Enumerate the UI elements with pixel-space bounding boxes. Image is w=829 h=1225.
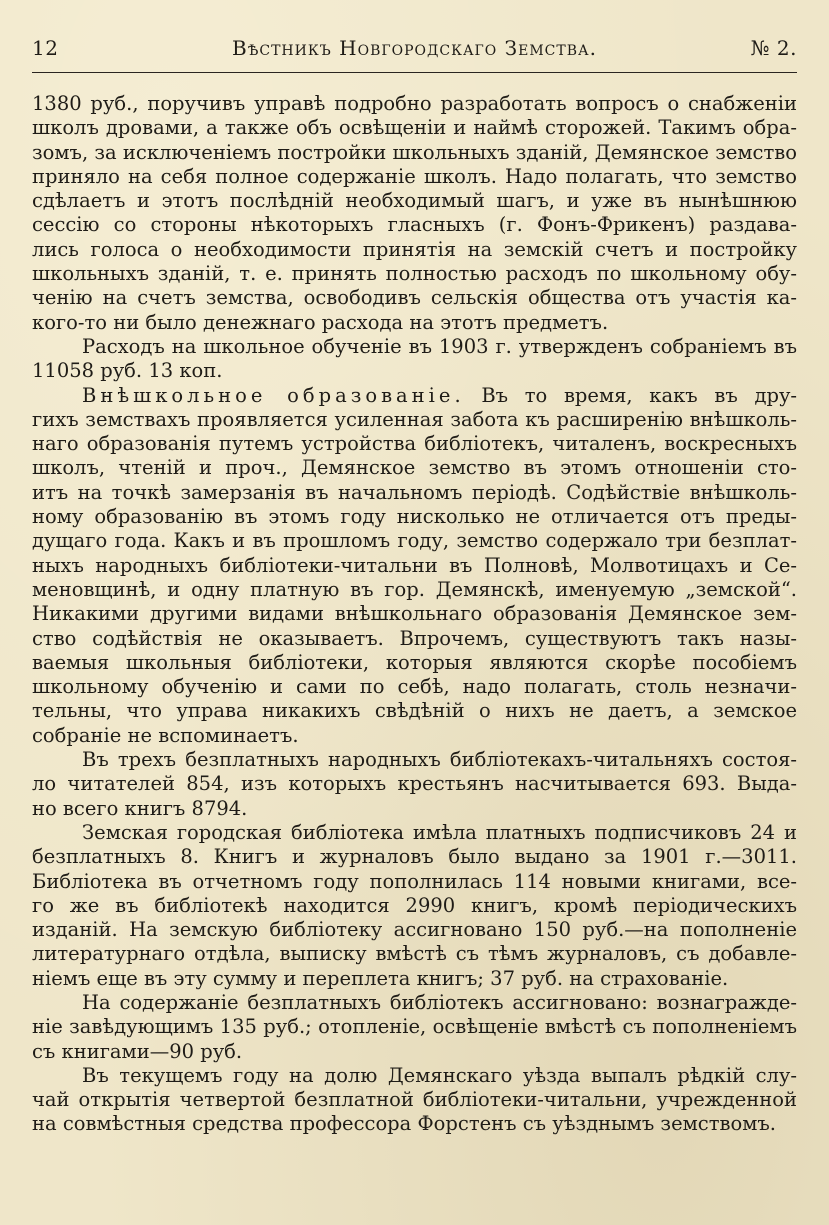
- text-line: ло читателей 854, изъ которыхъ крестьянъ насчитывается 693. Выда-: [32, 772, 797, 796]
- text-line: безплатныхъ 8. Книгъ и журналовъ было выдано за 1901 г.—3011.: [32, 845, 797, 869]
- section-heading: Внѣшкольное образованіе.: [82, 383, 465, 407]
- text-line: ченію на счетъ земства, освободивъ сельскія общества отъ участія ка-: [32, 286, 797, 310]
- text-line: гихъ земствахъ проявляется усиленная забота къ расширенію внѣшколь-: [32, 407, 797, 431]
- text-line: сдѣлаетъ и этотъ послѣдній необходимый шагъ, и уже въ нынѣшнюю: [32, 189, 797, 213]
- journal-title: Вѣстникъ Новгородскаго Земства.: [232, 36, 597, 60]
- document-body: [32, 92, 797, 1137]
- text-line: Въ трехъ безплатныхъ народныхъ библіотекахъ-читальняхъ состоя-: [82, 748, 797, 772]
- text-line: собраніе не вспоминаетъ.: [32, 723, 299, 747]
- text-line: На содержаніе безплатныхъ библіотекъ ассигновано: вознагражде-: [82, 990, 797, 1014]
- text-line: ніе завѣдующимъ 135 руб.; отопленіе, освѣщеніе вмѣстѣ съ пополненіемъ: [32, 1015, 797, 1039]
- text-line: наго образованія путемъ устройства библіотекъ, читаленъ, воскресныхъ: [32, 432, 797, 456]
- text-line: итъ на точкѣ замерзанія въ начальномъ періодѣ. Содѣйствіе внѣшколь-: [32, 480, 797, 504]
- text-line: ныхъ народныхъ библіотеки-читальни въ Полновѣ, Молвотицахъ и Се-: [32, 553, 797, 577]
- text-line: ваемыя школьныя библіотеки, которыя являются скорѣе пособіемъ: [32, 650, 797, 674]
- paragraph: [32, 384, 797, 748]
- text-line: 1380 руб., поручивъ управѣ подробно разработать вопросъ о снабженіи: [32, 92, 797, 115]
- text-line: Въ текущемъ году на долю Демянскаго уѣзда выпалъ рѣдкій слу-: [82, 1063, 797, 1087]
- text-line: школьныхъ зданій, т. е. принять полностью расходъ по школьному обу-: [32, 262, 797, 286]
- text-line: го же въ библіотекѣ находится 2990 книгъ, кромѣ періодическихъ: [32, 893, 797, 917]
- text-line: Библіотека въ отчетномъ году пополнилась 114 новыми книгами, все-: [32, 869, 797, 893]
- paragraph: [32, 991, 797, 1064]
- text-line: тельны, что управа никакихъ свѣдѣній о нихъ не даетъ, а земское: [32, 699, 797, 723]
- text-line: школъ, чтеній и проч., Демянское земство въ этомъ отношеніи сто-: [32, 456, 797, 480]
- text-line: приняло на себя полное содержаніе школъ. Надо полагать, что земство: [32, 164, 797, 188]
- text-line: кого-то ни было денежнаго расхода на этотъ предметъ.: [32, 310, 609, 334]
- text-line: меновщинѣ, и одну платную въ гор. Демянскѣ, именуемую „земской“.: [32, 577, 797, 601]
- paragraph: [32, 92, 797, 335]
- text-line: на совмѣстныя средства профессора Форстенъ съ уѣзднымъ земствомъ.: [32, 1112, 776, 1136]
- text-line: дущаго года. Какъ и въ прошломъ году, земство содержало три безплат-: [32, 529, 797, 553]
- page-number: 12: [32, 36, 59, 60]
- text-line: изданій. На земскую библіотеку ассигновано 150 руб.—на пополненіе: [32, 918, 797, 942]
- text-line: ство содѣйствія не оказываетъ. Впрочемъ, существуютъ такъ назы-: [32, 626, 797, 650]
- paragraph: [32, 335, 797, 384]
- text-line: школъ дровами, а также объ освѣщеніи и наймѣ сторожей. Такимъ обра-: [32, 116, 797, 140]
- text-line: [32, 384, 797, 408]
- running-header: [32, 36, 797, 66]
- issue-number: № 2.: [750, 36, 797, 60]
- paragraph: [32, 1064, 797, 1137]
- text-line: Земская городская библіотека имѣла платныхъ подписчиковъ 24 и: [82, 820, 797, 844]
- text-line: ніемъ еще въ эту сумму и переплета книгъ; 37 руб. на страхованіе.: [32, 966, 729, 990]
- text-line: съ книгами—90 руб.: [32, 1039, 243, 1063]
- header-rule: [32, 72, 797, 73]
- text-line: литературнаго отдѣла, выписку вмѣстѣ съ тѣмъ журналовъ, съ добавле-: [32, 942, 797, 966]
- text-line: но всего книгъ 8794.: [32, 796, 248, 820]
- text-line: зомъ, за исключеніемъ постройки школьныхъ зданій, Демянское земство: [32, 140, 797, 164]
- paragraph: [32, 821, 797, 991]
- text-line: ному образованію въ этомъ году нисколько не отличается отъ преды-: [32, 505, 797, 529]
- text-line: Расходъ на школьное обученіе въ 1903 г. утвержденъ собраніемъ въ: [82, 334, 797, 358]
- text-line: 11058 руб. 13 коп.: [32, 359, 223, 383]
- text-line: чай открытія четвертой безплатной библіотеки-читальни, учрежденной: [32, 1088, 797, 1112]
- text-line: лись голоса о необходимости принятія на земскій счетъ и постройку: [32, 237, 797, 261]
- text-line: сессію со стороны нѣкоторыхъ гласныхъ (г. Фонъ-Фрикенъ) раздава-: [32, 213, 797, 237]
- text-line-rest: Въ то время, какъ въ дру-: [464, 383, 797, 407]
- paragraph: [32, 748, 797, 821]
- text-line: школьному обученію и сами по себѣ, надо полагать, столь незначи-: [32, 675, 797, 699]
- text-line: Никакими другими видами внѣшкольнаго образованія Демянское зем-: [32, 602, 797, 626]
